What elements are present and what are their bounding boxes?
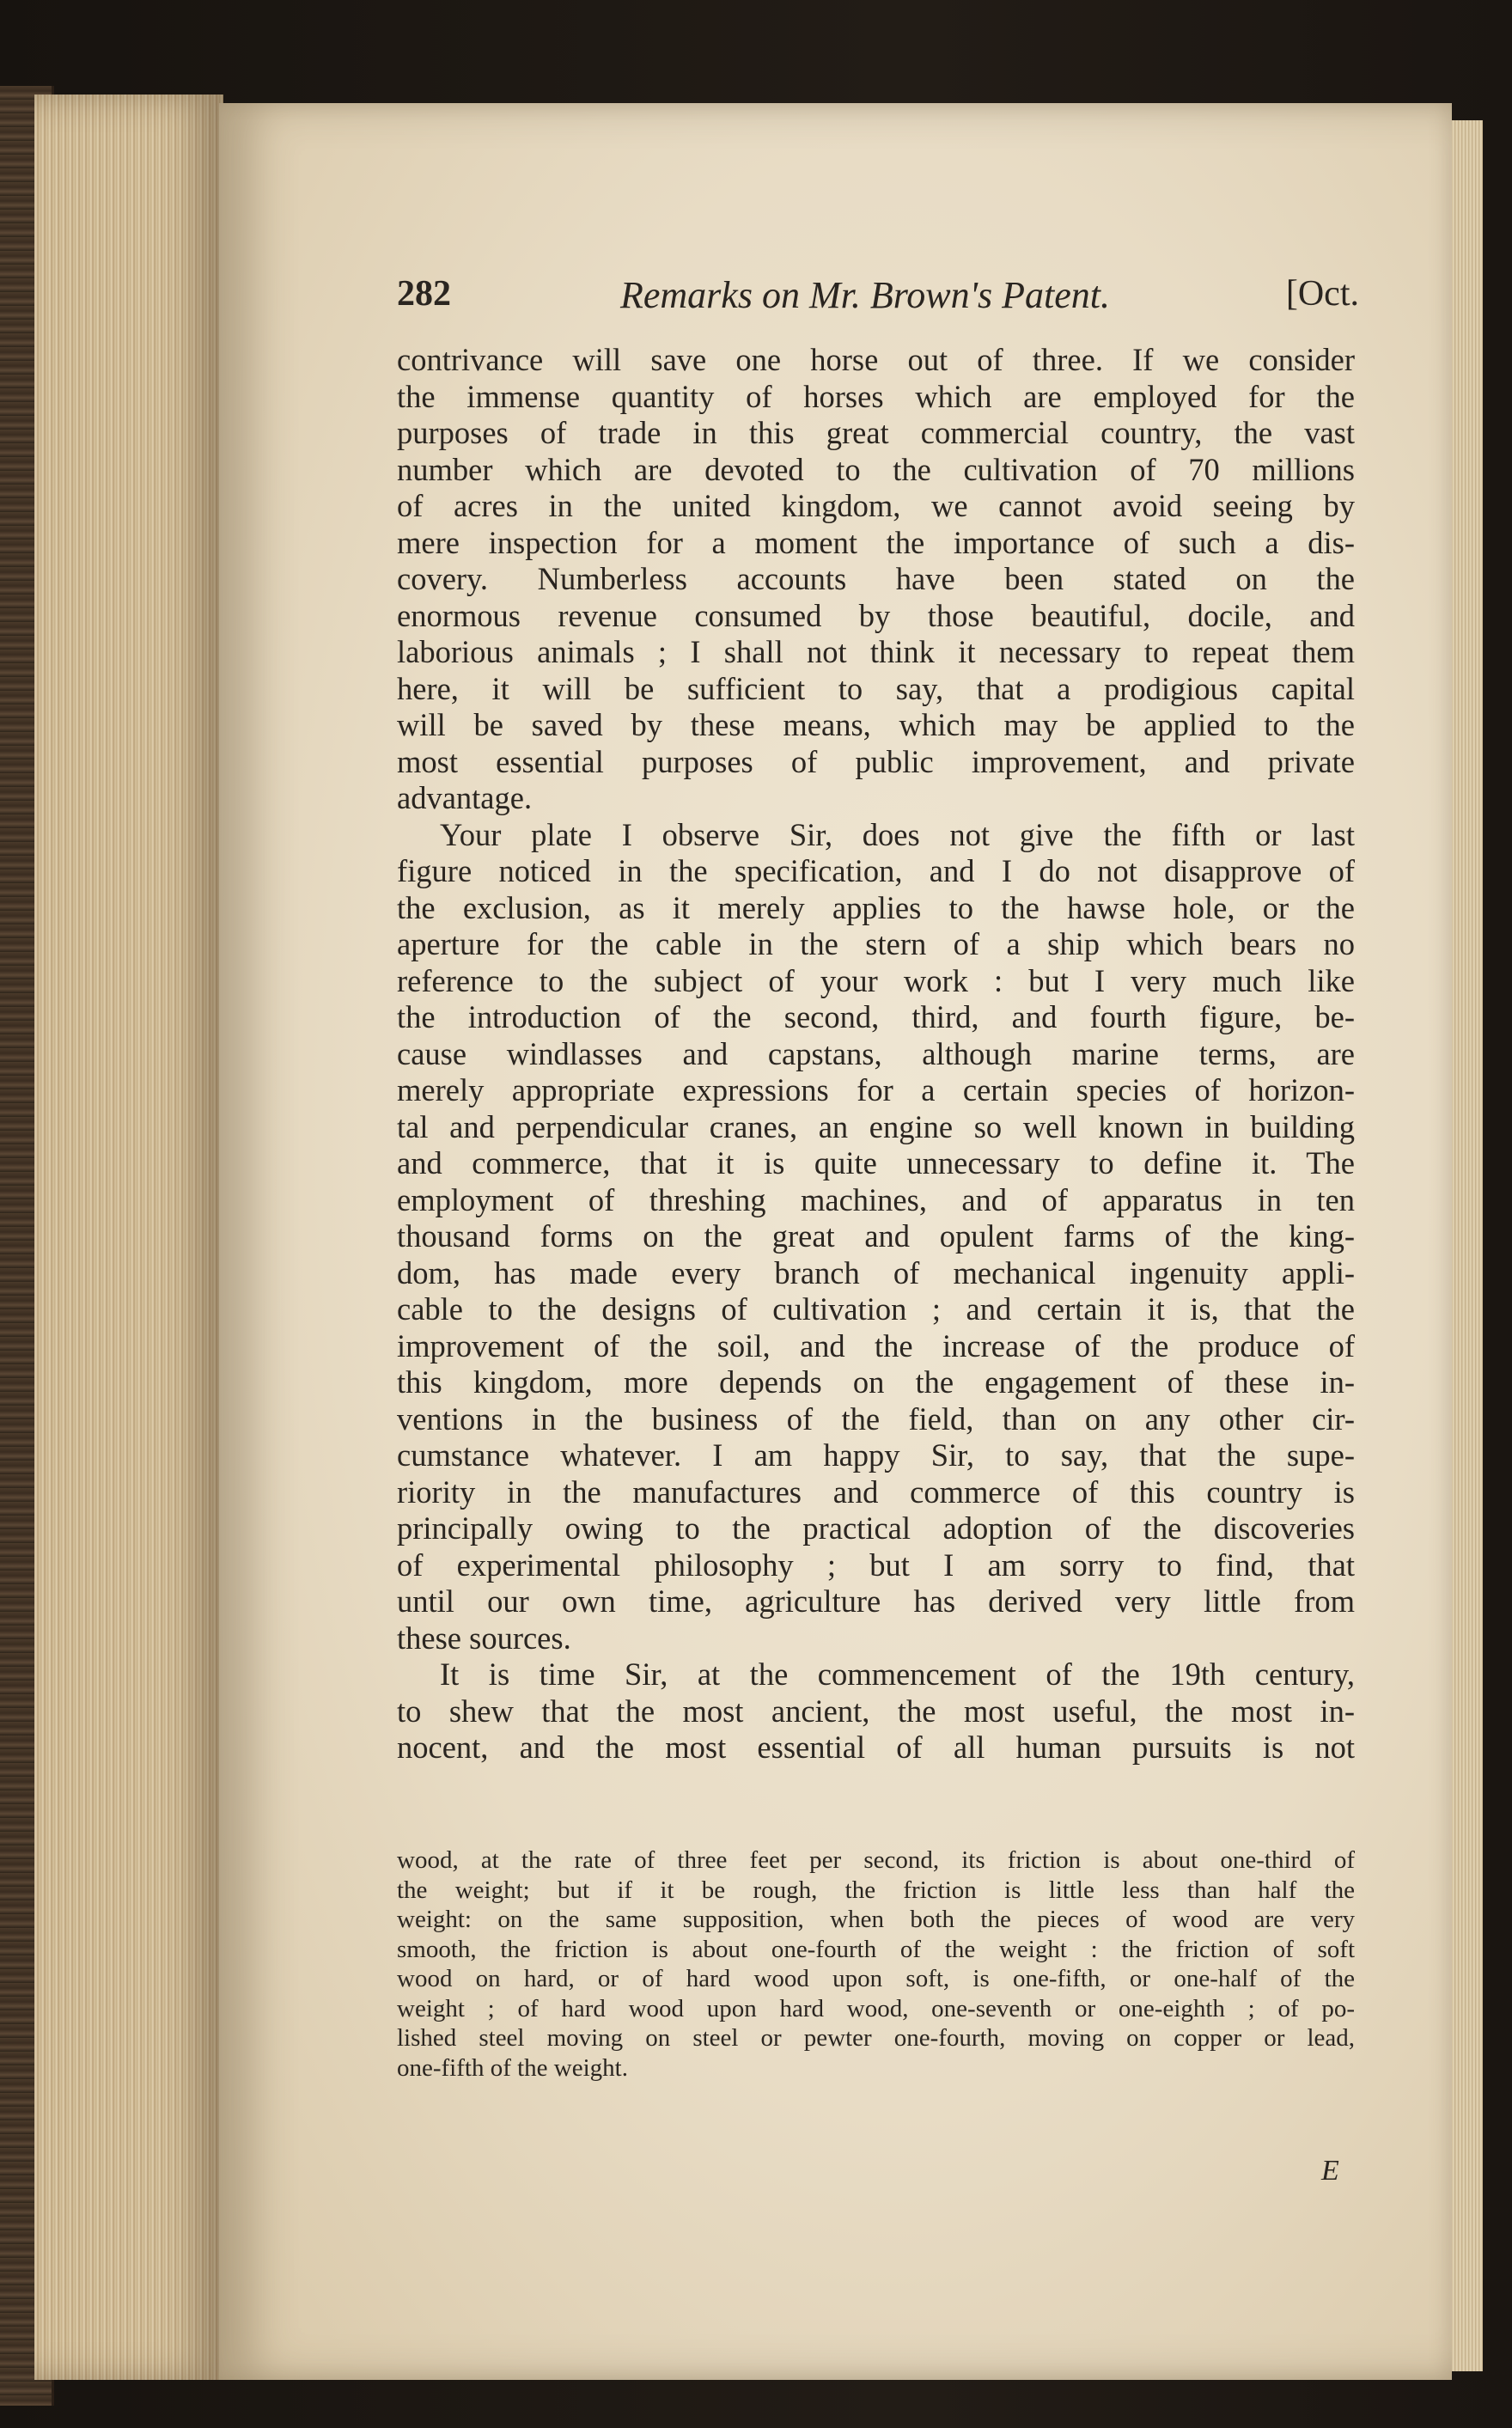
body-line: It is time Sir, at the commencement of the 19th century, (440, 1656, 1355, 1692)
body-line: Your plate I observe Sir, does not give the fifth or last (440, 816, 1355, 852)
body-line: tal and perpendicular cranes, an engine so well known in building (397, 1108, 1355, 1144)
body-line: principally owing to the practical adoption of the discoveries (397, 1510, 1355, 1546)
body-line: improvement of the soil, and the increase of the produce of (397, 1327, 1355, 1363)
catchword: E (1321, 2155, 1339, 2187)
body-line: enormous revenue consumed by those beautiful, docile, and (397, 597, 1355, 633)
footnote-line: lished steel moving on steel or pewter one-fourth, moving on copper or lead, (397, 2024, 1355, 2052)
running-title: Remarks on Mr. Brown's Patent. (620, 274, 1110, 316)
body-line: to shew that the most ancient, the most useful, the most in- (397, 1693, 1355, 1729)
body-text (397, 342, 1355, 1766)
footnote-line: wood on hard, or of hard wood upon soft, is one-fifth, or one-half of the (397, 1965, 1355, 1992)
body-line: reference to the subject of your work : but I very much like (397, 962, 1355, 998)
body-line: merely appropriate expressions for a certain species of horizon- (397, 1072, 1355, 1107)
body-line: cause windlasses and capstans, although marine terms, are (397, 1035, 1355, 1071)
body-line: cable to the designs of cultivation ; and certain it is, that the (397, 1291, 1355, 1327)
footnote-line: weight: on the same supposition, when both the pieces of wood are very (397, 1906, 1355, 1933)
body-line: and commerce, that it is quite unnecessary to define it. The (397, 1145, 1355, 1180)
footnote-line: smooth, the friction is about one-fourth of the weight : the friction of soft (397, 1935, 1355, 1963)
body-line: of acres in the united kingdom, we cannot avoid seeing by (397, 488, 1355, 523)
body-line: advantage. (397, 780, 533, 815)
footnote-line: one-fifth of the weight. (397, 2053, 628, 2082)
body-line: the immense quantity of horses which are employed for the (397, 378, 1355, 414)
running-month: [Oct. (1285, 274, 1359, 314)
footnote (397, 1845, 1355, 2083)
footnote-line: weight ; of hard wood upon hard wood, one-seventh or one-eighth ; of po- (397, 1994, 1355, 2022)
body-line: aperture for the cable in the stern of a ship which bears no (397, 926, 1355, 961)
body-line: employment of threshing machines, and of apparatus in ten (397, 1181, 1355, 1217)
body-line: mere inspection for a moment the importance of such a dis- (397, 524, 1355, 560)
body-line: this kingdom, more depends on the engagement of these in- (397, 1364, 1355, 1400)
body-line: nocent, and the most essential of all human pursuits is not (397, 1729, 1355, 1765)
body-line: the exclusion, as it merely applies to the hawse hole, or the (397, 889, 1355, 925)
body-line: of experimental philosophy ; but I am sorry to find, that (397, 1546, 1355, 1583)
body-line: until our own time, agriculture has derived very little from (397, 1583, 1355, 1619)
body-line: riority in the manufactures and commerce of this country is (397, 1473, 1355, 1510)
body-line: figure noticed in the specification, and I do not disapprove of (397, 853, 1355, 888)
page-number: 282 (397, 274, 451, 314)
footnote-line: wood, at the rate of three feet per second, its friction is about one-third of (397, 1846, 1355, 1874)
body-line: purposes of trade in this great commercial country, the vast (397, 415, 1355, 450)
body-line: number which are devoted to the cultivation of 70 millions (397, 451, 1355, 487)
body-line: the introduction of the second, third, and fourth figure, be- (397, 999, 1355, 1034)
page-edges-right (1448, 120, 1483, 2371)
body-line: thousand forms on the great and opulent farms of the king- (397, 1218, 1355, 1254)
footnote-line: the weight; but if it be rough, the friction is little less than half the (397, 1876, 1355, 1904)
body-line: covery. Numberless accounts have been stated on the (397, 561, 1355, 596)
body-line: most essential purposes of public improvement, and private (397, 743, 1355, 779)
body-line: will be saved by these means, which may be applied to the (397, 707, 1355, 742)
body-line: here, it will be sufficient to say, that a prodigious capital (397, 670, 1355, 706)
body-line: these sources. (397, 1620, 571, 1656)
body-line: dom, has made every branch of mechanical ingenuity appli- (397, 1254, 1355, 1290)
page-edges-left (34, 95, 223, 2380)
body-line: contrivance will save one horse out of three. If we consider (397, 342, 1355, 377)
body-line: ventions in the business of the field, than on any other cir- (397, 1400, 1355, 1437)
running-head (397, 273, 1359, 325)
body-line: cumstance whatever. I am happy Sir, to say, that the supe- (397, 1437, 1355, 1473)
body-line: laborious animals ; I shall not think it necessary to repeat them (397, 634, 1355, 669)
